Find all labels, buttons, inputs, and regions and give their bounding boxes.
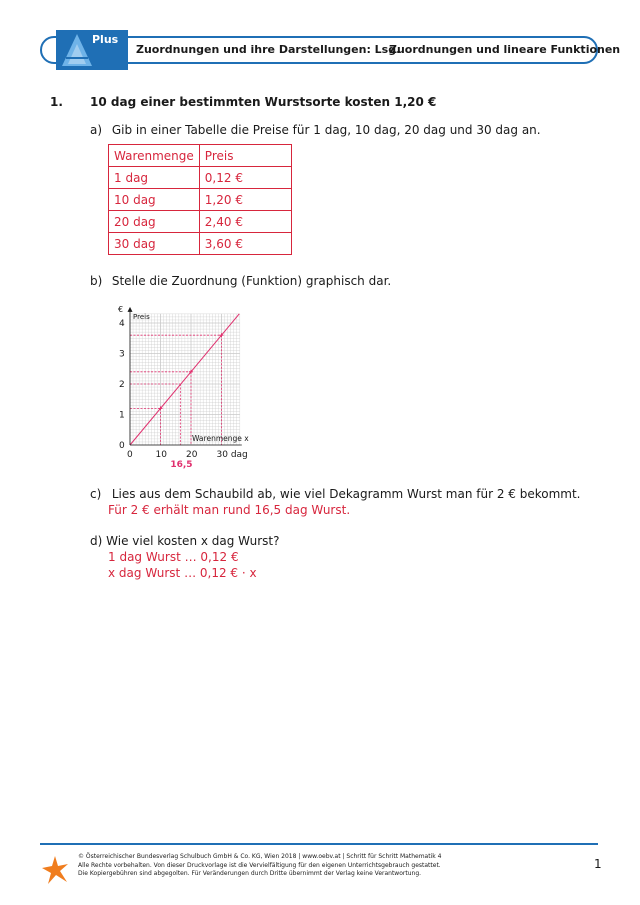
table-cell: 20 dag	[109, 211, 200, 233]
table-cell: 10 dag	[109, 189, 200, 211]
table-cell: 1,20 €	[199, 189, 291, 211]
table-cell: 30 dag	[109, 233, 200, 255]
subtask-d	[90, 534, 279, 548]
subtask-a-text: Gib in einer Tabelle die Preise für 1 dag, 10 dag, 20 dag und 30 dag an.	[111, 123, 541, 137]
table-header-cell: Preis	[199, 145, 291, 167]
footer-divider	[40, 843, 598, 845]
table-cell: 0,12 €	[199, 167, 291, 189]
task-number: 1.	[50, 95, 63, 109]
subtask-b-label: b)	[90, 274, 103, 288]
table-row	[109, 211, 292, 233]
y-tick-label: 4	[119, 319, 125, 329]
function-line	[130, 314, 239, 445]
price-table	[108, 144, 292, 255]
triangle-logo-icon	[60, 32, 94, 68]
subtask-d-answer-1: 1 dag Wurst … 0,12 €	[108, 550, 239, 564]
subtask-c	[90, 487, 581, 501]
y-unit-label: €	[118, 304, 124, 314]
table-row	[109, 167, 292, 189]
y-axis-arrow	[128, 307, 133, 312]
y-tick-label: 3	[119, 349, 125, 360]
graph-marks	[130, 314, 239, 445]
readoff-label: 16,5	[170, 460, 193, 470]
page-title: Zuordnungen und ihre Darstellungen: Lsg.	[136, 43, 401, 56]
y-tick-label: 2	[119, 380, 125, 390]
footer-line-3: Die Kopiergebühren sind abgegolten. Für Veränderungen durch Dritte übernimmt der Verlag keine Verantwortung.	[78, 870, 422, 877]
y-tick-label: 1	[119, 410, 125, 421]
table-cell: 3,60 €	[199, 233, 291, 255]
footer-line-2: Alle Rechte vorbehalten. Von dieser Druckvorlage ist die Vervielfältigung für den eigenen Unterrichtsgebrauch gestattet.	[78, 861, 441, 869]
x-axis-label: Warenmenge x	[192, 434, 249, 443]
subtask-c-label: c)	[90, 487, 102, 501]
table-cell: 2,40 €	[199, 211, 291, 233]
table-header-row	[109, 145, 292, 167]
price-graph	[112, 302, 262, 474]
subtask-a-label: a)	[90, 123, 103, 137]
subtask-c-answer: Für 2 € erhält man rund 16,5 dag Wurst.	[108, 503, 351, 517]
y-axis-label: Preis	[133, 312, 150, 321]
subtask-d-text: Wie viel kosten x dag Wurst?	[106, 534, 280, 548]
x-tick-label: 30 dag	[216, 450, 248, 460]
subtask-b-text: Stelle die Zuordnung (Funktion) graphisch dar.	[111, 274, 392, 288]
x-tick-label: 20	[186, 450, 198, 460]
y-tick-label: 0	[119, 441, 125, 451]
subtask-c-text: Lies aus dem Schaubild ab, wie viel Dekagramm Wurst man für 2 € bekommt.	[111, 487, 581, 501]
chapter-title: Zuordnungen und lineare Funktionen	[389, 43, 621, 56]
page-number: 1	[594, 857, 602, 871]
footer-line-1: © Österreichischer Bundesverlag Schulbuch GmbH & Co. KG, Wien 2018 | www.oebv.at | Schritt für Schritt Mathematik 4	[78, 853, 442, 860]
subtask-a	[90, 123, 541, 137]
plus-logo	[56, 30, 128, 70]
table-cell: 1 dag	[109, 167, 200, 189]
footer-copyright	[78, 853, 441, 879]
logo-label: Plus	[92, 33, 119, 46]
publisher-logo-icon	[40, 854, 70, 886]
table-row	[109, 189, 292, 211]
task-title: 10 dag einer bestimmten Wurstsorte kosten 1,20 €	[90, 95, 437, 109]
table-row	[109, 233, 292, 255]
subtask-b	[90, 274, 391, 288]
x-tick-label: 0	[127, 450, 133, 460]
table-header-cell: Warenmenge	[109, 145, 200, 167]
subtask-d-answer-2: x dag Wurst … 0,12 € · x	[108, 566, 257, 580]
subtask-d-label: d)	[90, 534, 103, 548]
x-tick-label: 10	[155, 450, 167, 460]
